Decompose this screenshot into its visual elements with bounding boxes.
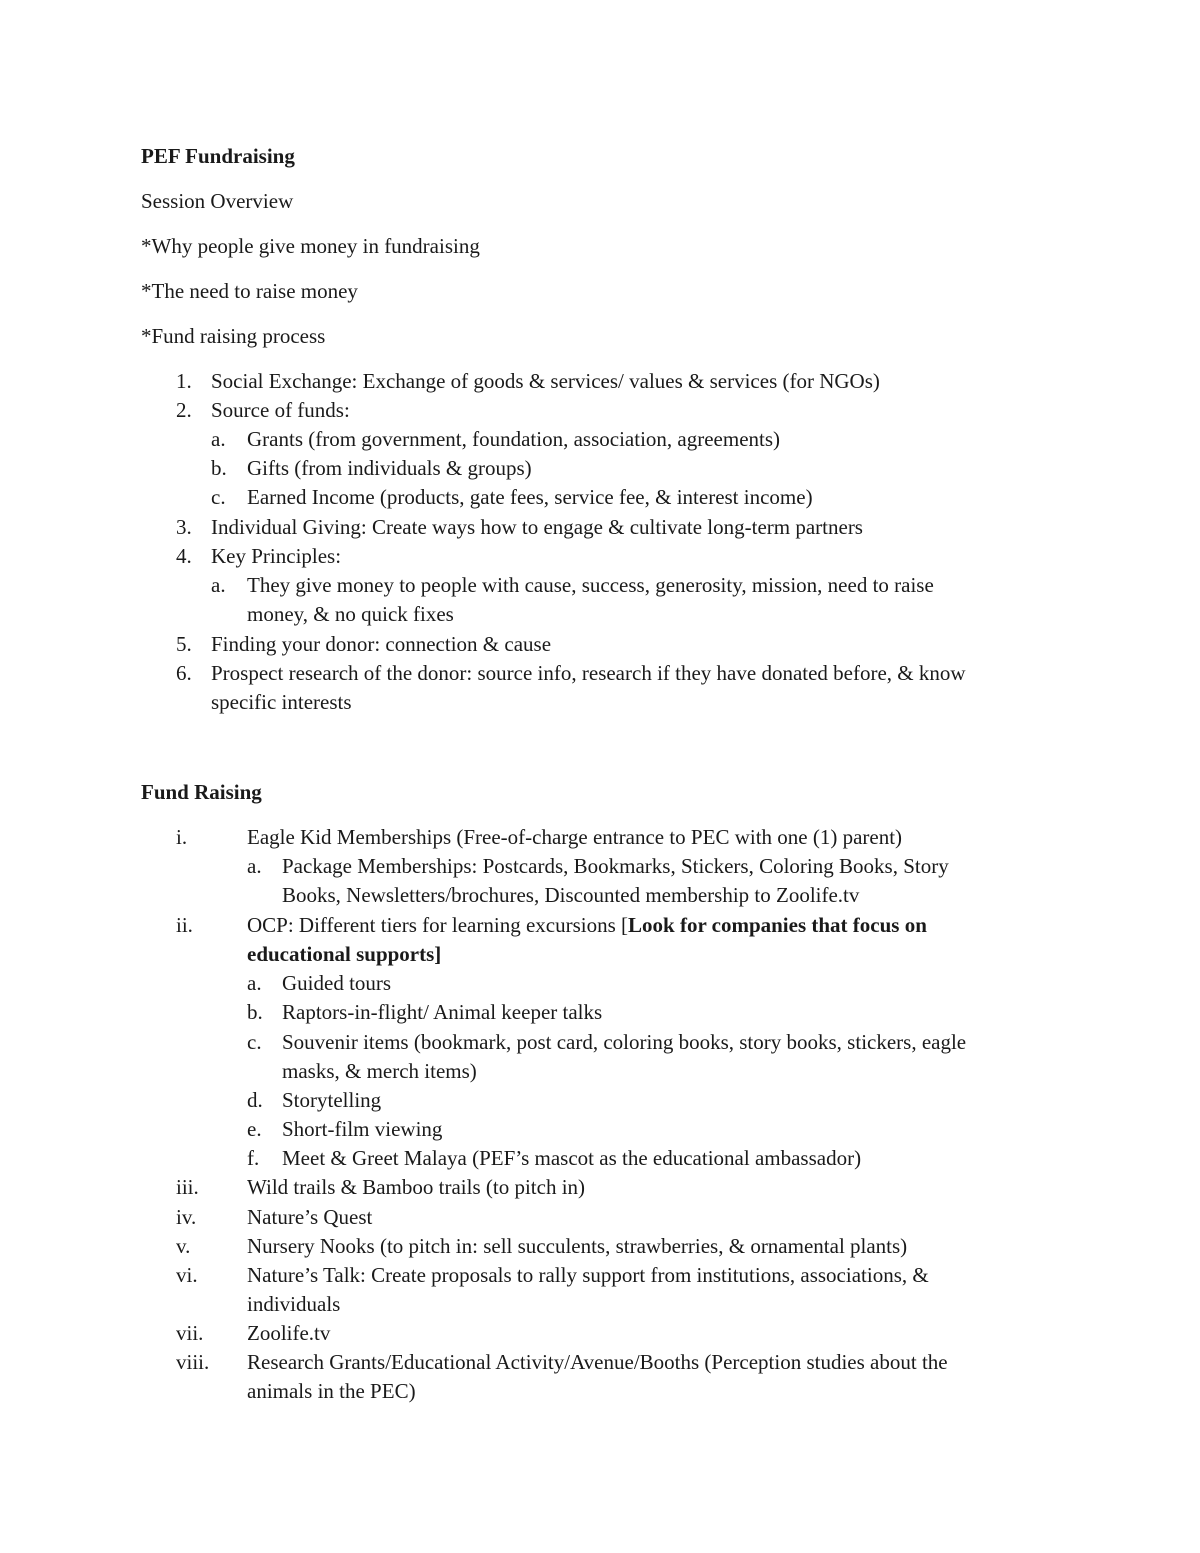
list-marker: 4. bbox=[176, 544, 192, 568]
list-item-text-continued: animals in the PEC) bbox=[247, 1379, 416, 1403]
list-marker: a. bbox=[247, 971, 262, 995]
list-item-text: Gifts (from individuals & groups) bbox=[247, 456, 532, 480]
list-marker: viii. bbox=[176, 1350, 210, 1374]
list-item-text: Guided tours bbox=[282, 971, 392, 995]
emphasis-text-continued: educational supports] bbox=[247, 942, 442, 966]
list-marker: a. bbox=[211, 573, 226, 597]
list-marker: b. bbox=[211, 456, 227, 480]
section-heading-session-overview: Session Overview bbox=[141, 189, 294, 213]
bullet-line: *Why people give money in fundraising bbox=[141, 234, 480, 258]
list-item-text: Raptors-in-flight/ Animal keeper talks bbox=[282, 1000, 603, 1024]
list-item-text-continued: individuals bbox=[247, 1292, 341, 1316]
list-item-text: Storytelling bbox=[282, 1088, 382, 1112]
list-marker: iv. bbox=[176, 1205, 197, 1229]
list-marker: vi. bbox=[176, 1263, 198, 1287]
list-item-text: They give money to people with cause, success, generosity, mission, need to raise bbox=[247, 573, 934, 597]
list-marker: b. bbox=[247, 1000, 263, 1024]
list-item-text: Research Grants/Educational Activity/Avenue/Booths (Perception studies about the bbox=[247, 1350, 948, 1374]
list-item-text: Social Exchange: Exchange of goods & services/ values & services (for NGOs) bbox=[211, 369, 880, 393]
list-item-text: Finding your donor: connection & cause bbox=[211, 632, 552, 656]
list-item-text: Key Principles: bbox=[211, 544, 342, 568]
list-marker: f. bbox=[247, 1146, 260, 1170]
section-heading-fund-raising: Fund Raising bbox=[141, 780, 262, 804]
list-marker: iii. bbox=[176, 1175, 199, 1199]
list-item-text: Meet & Greet Malaya (PEF’s mascot as the educational ambassador) bbox=[282, 1146, 862, 1170]
list-marker: a. bbox=[247, 854, 262, 878]
list-marker: c. bbox=[247, 1030, 262, 1054]
list-marker: vii. bbox=[176, 1321, 204, 1345]
list-item-text: Nursery Nooks (to pitch in: sell succulents, strawberries, & ornamental plants) bbox=[247, 1234, 908, 1258]
list-marker: c. bbox=[211, 485, 226, 509]
list-item-text: Short-film viewing bbox=[282, 1117, 443, 1141]
list-item-text: Prospect research of the donor: source info, research if they have donated before, & know bbox=[211, 661, 966, 685]
list-marker: a. bbox=[211, 427, 226, 451]
list-marker: ii. bbox=[176, 913, 193, 937]
list-item-text: Nature’s Talk: Create proposals to rally support from institutions, associations, & bbox=[247, 1263, 929, 1287]
list-marker: i. bbox=[176, 825, 188, 849]
list-marker: d. bbox=[247, 1088, 263, 1112]
list-item-text: Grants (from government, foundation, association, agreements) bbox=[247, 427, 781, 451]
list-marker: 2. bbox=[176, 398, 192, 422]
list-item-text bbox=[247, 912, 927, 938]
list-item-text: Eagle Kid Memberships (Free-of-charge entrance to PEC with one (1) parent) bbox=[247, 825, 903, 849]
list-marker: 6. bbox=[176, 661, 192, 685]
list-marker: e. bbox=[247, 1117, 262, 1141]
list-item-text: Nature’s Quest bbox=[247, 1205, 373, 1229]
list-marker: 5. bbox=[176, 632, 192, 656]
list-item-text: Source of funds: bbox=[211, 398, 350, 422]
list-item-text-continued: Books, Newsletters/brochures, Discounted membership to Zoolife.tv bbox=[282, 883, 860, 907]
list-item-text: Souvenir items (bookmark, post card, coloring books, story books, stickers, eagle bbox=[282, 1030, 967, 1054]
page-title: PEF Fundraising bbox=[141, 144, 295, 168]
list-item-text-continued: money, & no quick fixes bbox=[247, 602, 454, 626]
list-item-text: Package Memberships: Postcards, Bookmarks, Stickers, Coloring Books, Story bbox=[282, 854, 949, 878]
list-marker: v. bbox=[176, 1234, 191, 1258]
bullet-line: *Fund raising process bbox=[141, 324, 326, 348]
plain-text: OCP: Different tiers for learning excursions [ bbox=[247, 913, 629, 937]
emphasis-text: Look for companies that focus on bbox=[628, 913, 927, 937]
list-item-text: Individual Giving: Create ways how to engage & cultivate long-term partners bbox=[211, 515, 863, 539]
list-item-text-continued: specific interests bbox=[211, 690, 352, 714]
list-item-text: Zoolife.tv bbox=[247, 1321, 331, 1345]
list-item-text: Wild trails & Bamboo trails (to pitch in) bbox=[247, 1175, 586, 1199]
bullet-line: *The need to raise money bbox=[141, 279, 358, 303]
list-marker: 1. bbox=[176, 369, 192, 393]
list-marker: 3. bbox=[176, 515, 192, 539]
list-item-text: Earned Income (products, gate fees, service fee, & interest income) bbox=[247, 485, 813, 509]
list-item-text-continued: masks, & merch items) bbox=[282, 1059, 477, 1083]
